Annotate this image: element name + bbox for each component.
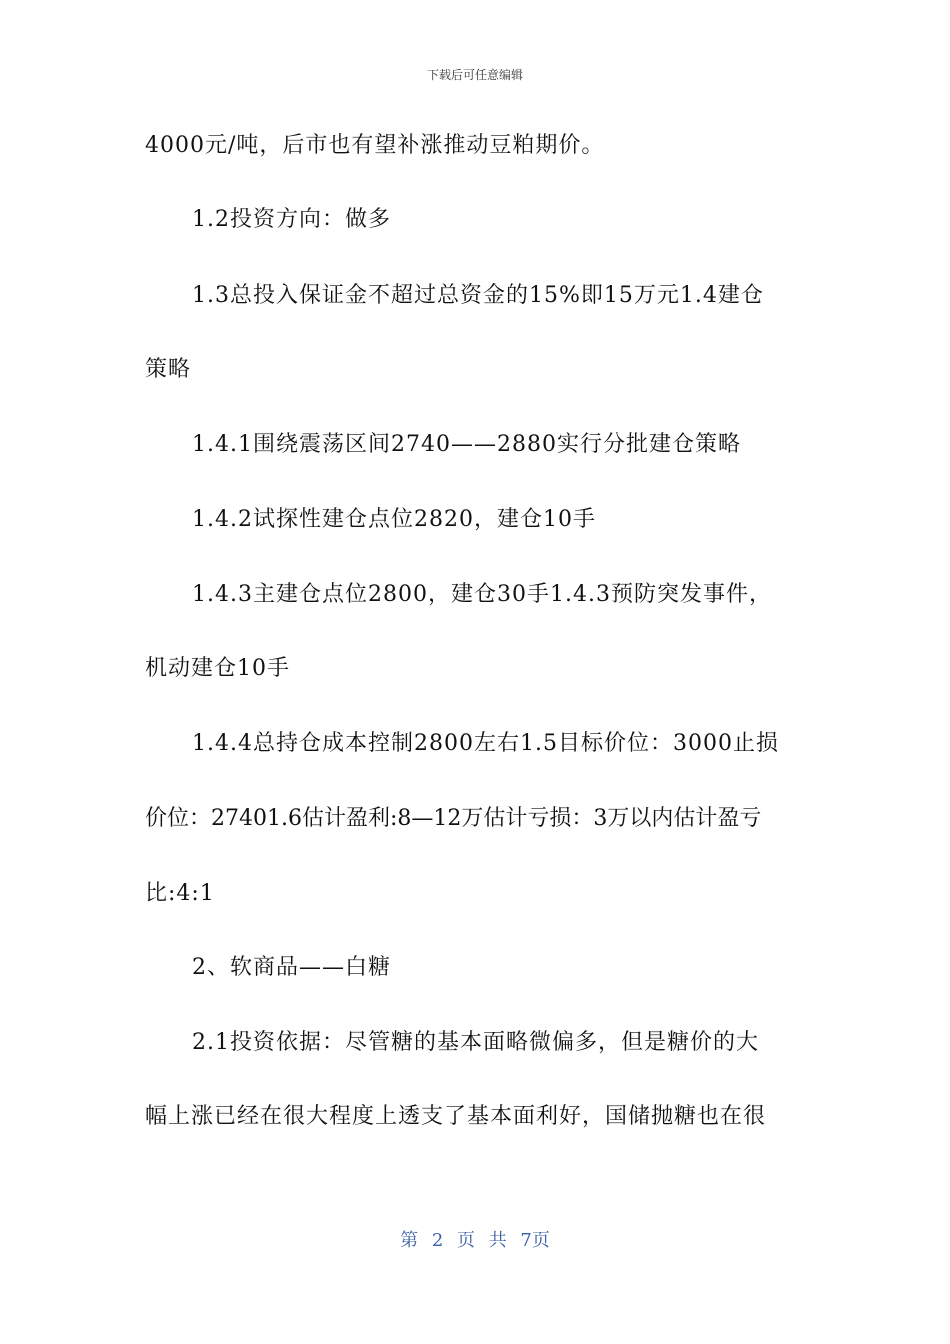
paragraph-line: 比:4:1	[145, 881, 215, 906]
section-heading: 2、软商品——白糖	[192, 955, 391, 980]
paragraph-line: 价位：27401.6估计盈利:8—12万估计亏损：3万以内估计盈亏	[145, 806, 762, 831]
page-number-footer: 第 2 页 共 7页	[400, 1230, 550, 1251]
paragraph-line: 1.4.3主建仓点位2800，建仓30手1.4.3预防突发事件，	[192, 582, 772, 607]
paragraph-line: 1.4.4总持仓成本控制2800左右1.5目标价位：3000止损	[192, 731, 779, 756]
paragraph-line: 机动建仓10手	[145, 656, 290, 681]
paragraph-line: 策略	[145, 357, 192, 382]
paragraph-line: 2.1投资依据：尽管糖的基本面略微偏多，但是糖价的大	[192, 1030, 759, 1055]
paragraph-line: 1.2投资方向：做多	[192, 207, 391, 232]
paragraph-line: 4000元/吨，后市也有望补涨推动豆粕期价。	[145, 133, 605, 158]
paragraph-line: 1.4.2试探性建仓点位2820，建仓10手	[192, 507, 596, 532]
paragraph-line: 1.3总投入保证金不超过总资金的15%即15万元1.4建仓	[192, 283, 764, 308]
paragraph-line: 幅上涨已经在很大程度上透支了基本面利好，国储抛糖也在很	[145, 1104, 767, 1129]
paragraph-line: 1.4.1围绕震荡区间2740——2880实行分批建仓策略	[192, 432, 741, 457]
page-header: 下载后可任意编辑	[426, 68, 523, 82]
